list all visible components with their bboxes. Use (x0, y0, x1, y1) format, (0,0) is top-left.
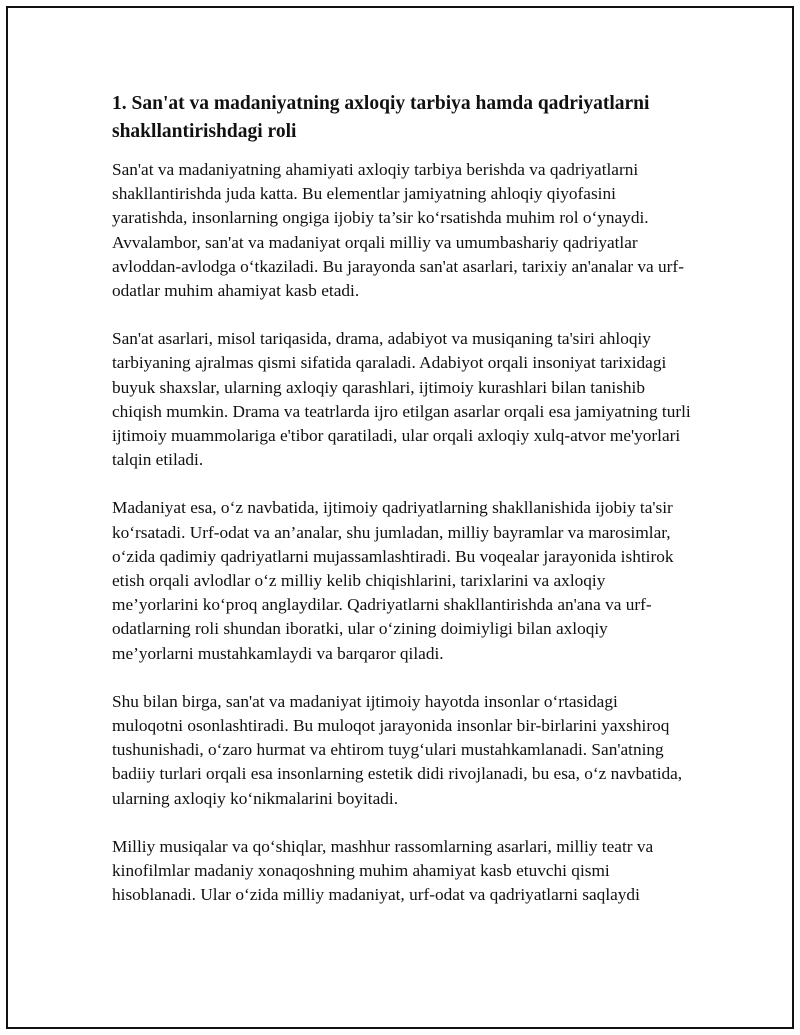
paragraph-3: Madaniyat esa, o‘z navbatida, ijtimoiy qadriyatlarning shakllanishida ijobiy ta'sir ko‘rsatadi. Urf-odat va an’analar, shu jumladan, milliy bayramlar va marosimlar, o‘zida qadimiy qadriyatlarni mujassamlashtiradi. Bu voqealar jarayonida ishtirok etish orqali avlodlar o‘z milliy kelib chiqishlarini, tarixlarini va axloqiy me’yorlarini ko‘proq anglaydilar. Qadriyatlarni shakllantirishda an'ana va urf-odatlarning roli shundan iboratki, ular o‘zining doimiyligi bilan axloqiy me’yorlarni mustahkamlaydi va barqaror qiladi. (112, 498, 674, 663)
paragraph-5: Milliy musiqalar va qo‘shiqlar, mashhur rassomlarning asarlari, milliy teatr va kinofilmlar madaniy xonaqoshning muhim ahamiyat kasb etuvchi qismi hisoblanadi. Ular o‘zida milliy madaniyat, urf-odat va qadriyatlarni saqlaydi (112, 836, 654, 905)
paragraph-1: San'at va madaniyatning ahamiyati axloqiy tarbiya berishda va qadriyatlarni shakllantirishda juda katta. Bu elementlar jamiyatning ahloqiy qiyofasini yaratishda, insonlarning ongiga ijobiy ta’sir ko‘rsatishda muhim rol o‘ynaydi. Avvalambor, san'at va madaniyat orqali milliy va umumbashariy qadriyatlar avloddan-avlodga o‘tkaziladi. Bu jarayonda san'at asarlari, tarixiy an'analar va urf-odatlar muhim ahamiyat kasb etadi. (112, 160, 684, 301)
paragraph-2: San'at asarlari, misol tariqasida, drama, adabiyot va musiqaning ta'siri ahloqiy tarbiyaning ajralmas qismi sifatida qaraladi. Adabiyot orqali insoniyat tarixidagi buyuk shaxslar, ularning axloqiy qarashlari, ijtimoiy kurashlari bilan tanishib chiqish mumkin. Drama va teatrlarda ijro etilgan asarlar orqali esa jamiyatning turli ijtimoiy muammolariga e'tibor qaratiladi, ular orqali axloqiy xulq-atvor me'yorlari talqin etiladi. (112, 329, 691, 470)
section-heading: 1. San'at va madaniyatning axloqiy tarbiya hamda qadriyatlarni shakllantirishdagi roli (112, 93, 650, 142)
paragraph-4: Shu bilan birga, san'at va madaniyat ijtimoiy hayotda insonlar o‘rtasidagi muloqotni osonlashtiradi. Bu muloqot jarayonida insonlar bir-birlarini yaxshiroq tushunishadi, o‘zaro hurmat va ehtirom tuyg‘ulari mustahkamlanadi. San'atning badiiy turlari orqali esa insonlarning estetik didi rivojlanadi, bu esa, o‘z navbatida, ularning axloqiy ko‘nikmalarini boyitadi. (112, 691, 683, 808)
document-body (112, 90, 692, 931)
